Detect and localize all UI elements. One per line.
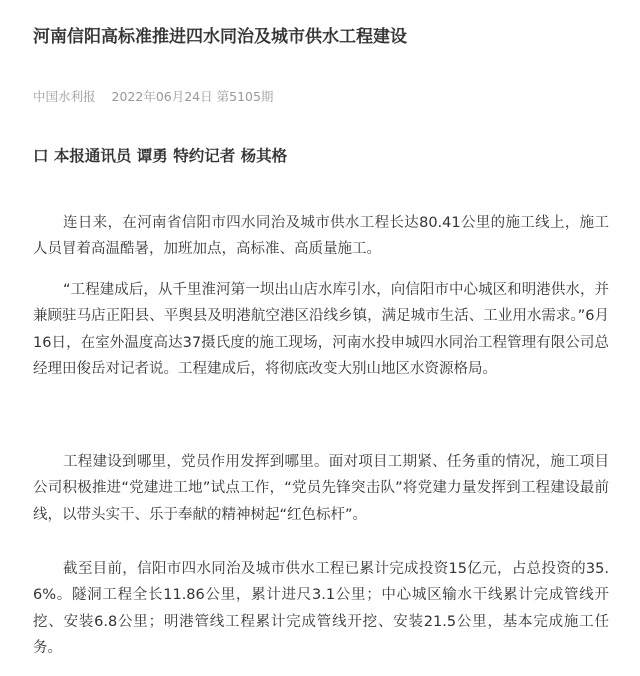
article-title: 河南信阳高标准推进四水同治及城市供水工程建设 [33, 27, 407, 47]
paragraph: 连日来，在河南省信阳市四水同治及城市供水工程长达80.41公里的施工线上，施工人员冒着高温酷暑，加班加点，高标准、高质量施工。 [33, 214, 609, 257]
paragraph: “工程建成后，从千里淮河第一坝出山店水库引水，向信阳市中心城区和明港供水，并兼顾驻马店正阳县、平舆县及明港航空港区沿线乡镇，满足城市生活、工业用水需求。”6月16日，在室外温度高达37摄氏度的施工现场，河南水投申城四水同治工程管理有限公司总经理田俊岳对记者说。工程建成后，将彻底改变大别山地区水资源格局。 [33, 281, 609, 377]
source-name: 中国水利报 [33, 89, 96, 104]
article-meta [33, 87, 289, 105]
paragraph: 截至目前，信阳市四水同治及城市供水工程已累计完成投资15亿元，占总投资的35.6%。隧洞工程全长11.86公里，累计进尺3.1公里；中心城区输水干线累计完成管线开挖、安装6.8公里；明港管线工程累计完成管线开挖、安装21.5公里，基本完成施工任务。 [33, 560, 609, 656]
byline: 口 本报通讯员 谭勇 特约记者 杨其格 [33, 147, 288, 165]
paragraph: 工程建设到哪里，党员作用发挥到哪里。面对项目工期紧、任务重的情况，施工项目公司积极推进“党建进工地”试点工作，“党员先锋突击队”将党建力量发挥到工程建设最前线，以带头实干、乐于奉献的精神树起“红色标杆”。 [33, 453, 609, 523]
publish-date-issue: 2022年06月24日 第5105期 [111, 89, 274, 104]
